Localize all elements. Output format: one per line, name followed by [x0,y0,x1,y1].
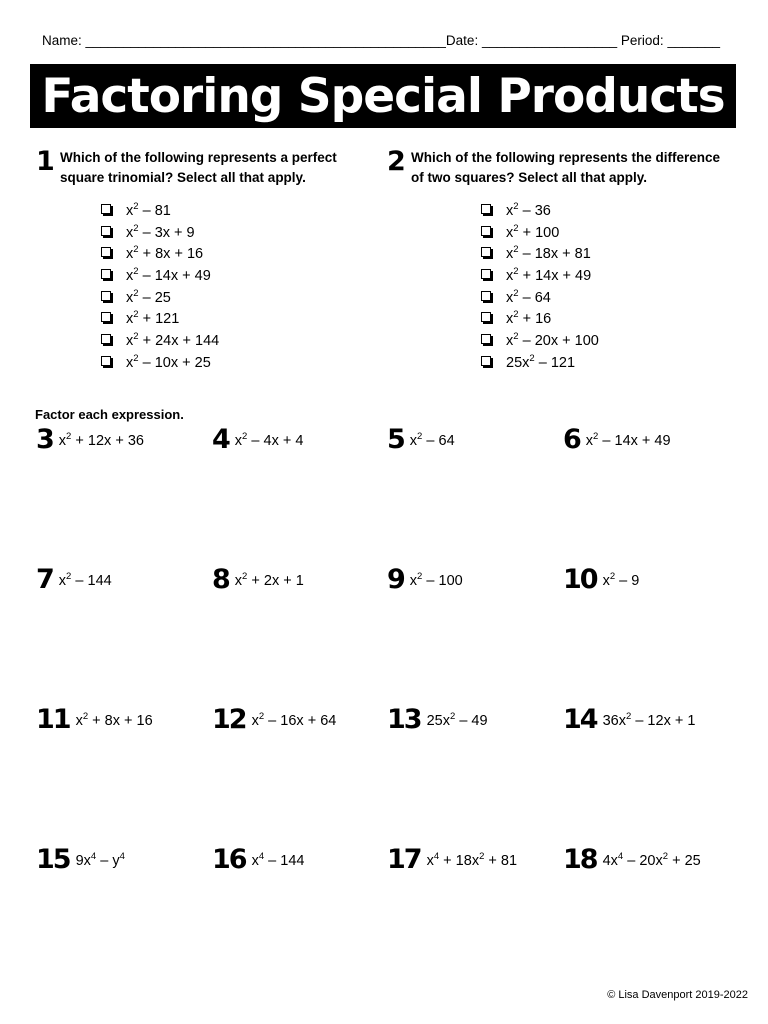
problem-expression: $x^2 - 64$ [409,430,455,449]
question-1-choice [101,221,219,243]
problem-4 [212,426,303,453]
checkbox[interactable] [101,204,111,214]
problem-number: 6 [563,424,580,455]
problem-number: 8 [212,564,229,595]
period-blank[interactable]: _______ [667,33,720,48]
checkbox[interactable] [481,291,491,301]
checkbox[interactable] [101,291,111,301]
checkbox[interactable] [481,334,491,344]
question-1-text-line2: square trinomial? Select all that apply. [60,170,306,185]
question-2-choices [481,199,599,373]
instructions: Factor each expression. [35,407,184,422]
name-label: Name: [42,33,82,48]
checkbox[interactable] [101,356,111,366]
problem-17 [387,846,517,873]
problem-10 [563,566,639,593]
problem-3 [36,426,144,453]
problem-expression: $x^2 + 12x + 36$ [58,430,144,449]
problem-number: 3 [36,424,53,455]
problem-expression: $x^4 + 18x^2 + 81$ [426,850,518,869]
choice-expression: $x^2 - 20x + 100$ [506,331,599,349]
problem-number: 17 [387,844,421,875]
question-1-text-line1: Which of the following represents a perfect [60,150,337,165]
checkbox[interactable] [481,204,491,214]
checkbox[interactable] [481,312,491,322]
choice-expression: $x^2 - 14x + 49$ [126,265,211,284]
problem-number: 15 [36,844,70,875]
choice-expression: $x^2 + 8x + 16$ [126,244,204,263]
problem-expression: $25x^2 - 49$ [426,710,488,729]
name-blank[interactable]: ________________________________________________ [85,33,446,48]
problem-number: 4 [212,424,229,455]
checkbox[interactable] [101,312,111,322]
problem-number: 10 [563,564,597,595]
question-1-choice [101,307,219,329]
question-2-choice [481,307,599,329]
choice-expression: $x^2 - 25$ [126,287,171,306]
question-2-choice [481,351,599,373]
problem-9 [387,566,463,593]
question-2-choice [481,199,599,221]
problem-expression: $36x^2 - 12x + 1$ [602,710,696,729]
problem-18 [563,846,701,873]
problem-expression: $x^2 + 2x + 1$ [234,570,304,589]
choice-expression: $x^2 - 81$ [126,200,171,219]
question-2-choice [481,264,599,286]
choice-expression: $x^2 - 3x + 9$ [126,222,195,241]
problem-14 [563,706,695,733]
date-label: Date: [445,33,479,48]
question-2-choice [481,242,599,264]
problem-number: 16 [212,844,246,875]
period-label: Period: [620,33,664,48]
choice-expression: $x^2 - 10x + 25$ [126,352,211,371]
problem-number: 11 [36,704,70,735]
problem-6 [563,426,671,453]
checkbox[interactable] [481,269,491,279]
choice-expression: $x^2 + 14x + 49$ [506,265,592,284]
problem-expression: $x^2 - 9$ [602,570,640,589]
problem-number: 5 [387,424,404,455]
problem-expression: $x^2 - 16x + 64$ [251,710,337,729]
problem-number: 9 [387,564,404,595]
problem-8 [212,566,304,593]
date-blank[interactable]: __________________ [481,33,618,48]
choice-expression: $x^2 - 18x + 81$ [506,244,591,263]
checkbox[interactable] [481,226,491,236]
checkbox[interactable] [101,226,111,236]
problem-12 [212,706,336,733]
problem-expression: $9x^4 - y^4$ [75,850,125,869]
choice-expression: $x^2 + 100$ [506,222,560,241]
question-2-text-line2: of two squares? Select all that apply. [411,170,648,185]
problem-5 [387,426,455,453]
problem-expression: $x^2 - 4x + 4$ [234,430,304,449]
problem-13 [387,706,488,733]
question-2-text-line1: Which of the following represents the difference [411,150,721,165]
checkbox[interactable] [101,334,111,344]
problem-expression: $x^2 - 144$ [58,570,112,589]
problem-expression: $x^2 + 8x + 16$ [75,710,153,729]
question-1-choice [101,242,219,264]
question-2-choice [481,286,599,308]
student-info-line [42,33,732,48]
question-1-choice [101,286,219,308]
question-2-choice [481,221,599,243]
question-2-text [411,148,720,188]
question-1-choice [101,264,219,286]
problem-number: 18 [563,844,597,875]
checkbox[interactable] [101,247,111,257]
checkbox[interactable] [481,247,491,257]
problem-15 [36,846,125,873]
problem-number: 14 [563,704,597,735]
problem-expression: $4x^4 - 20x^2 + 25$ [602,850,701,869]
problem-expression: $x^4 - 144$ [251,850,305,869]
choice-expression: $x^2 - 64$ [506,287,551,306]
question-1-choices [101,199,219,373]
choice-expression: $x^2 + 121$ [126,309,180,328]
problem-expression: $x^2 - 100$ [409,570,463,589]
title-banner [30,64,736,128]
problem-number: 7 [36,564,53,595]
question-1-choice [101,199,219,221]
page-title: Factoring Special Products [41,68,725,124]
problem-11 [36,706,153,733]
problem-expression: $x^2 - 14x + 49$ [585,430,671,449]
question-1-choice [101,329,219,351]
checkbox[interactable] [101,269,111,279]
question-2-choice [481,329,599,351]
question-1-text [60,148,337,188]
choice-expression: $x^2 + 24x + 144$ [126,331,220,349]
question-1-choice [101,351,219,373]
choice-expression: $x^2 + 16$ [506,309,552,328]
problem-7 [36,566,112,593]
choice-expression: $x^2 - 36$ [506,200,551,219]
problem-number: 12 [212,704,246,735]
problem-number: 13 [387,704,421,735]
copyright: © Lisa Davenport 2019-2022 [607,989,748,1001]
choice-expression: $25x^2 - 121$ [506,352,576,371]
checkbox[interactable] [481,356,491,366]
problem-16 [212,846,305,873]
question-1-number: 1 [36,146,53,177]
question-2-number: 2 [387,146,404,177]
